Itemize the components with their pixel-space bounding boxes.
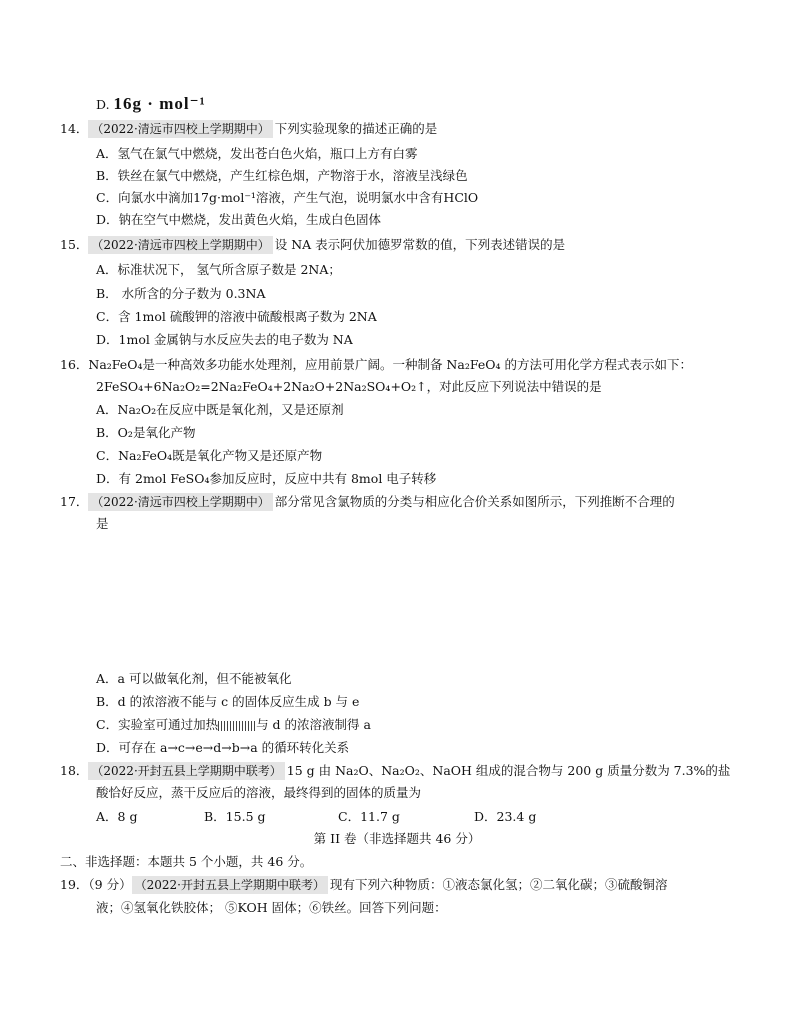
q15-option-a: A．标准状况下， 氢气所含原子数是 2NA；	[96, 262, 341, 277]
q18-option-c: C．11.7 g	[338, 809, 400, 824]
q15-option-b: B． 水所含的分子数为 0.3NA	[96, 286, 266, 301]
source-tag: （2022·清远市四校上学期期中）	[88, 236, 272, 254]
q14-option-c: C．向氯水中滴加17g·mol⁻¹溶液，产生气泡，说明氯水中含有HClO	[96, 190, 479, 205]
source-tag: （2022·清远市四校上学期期中）	[88, 120, 272, 138]
q19-stem-cont: 液；④氢氧化铁胶体； ⑤KOH 固体；⑥铁丝。回答下列问题：	[96, 900, 447, 915]
q18-stem-cont: 酸恰好反应，蒸干反应后的溶液，最终得到的固体的质量为	[96, 785, 422, 800]
q16-option-a: A．Na₂O₂在反应中既是氧化剂，又是还原剂	[96, 402, 344, 417]
option-value: 16g · mol⁻¹	[113, 94, 206, 113]
q14-stem: 14． （2022·清远市四校上学期期中） 下列实验现象的描述正确的是	[60, 121, 438, 136]
q18-option-b: B．15.5 g	[204, 809, 266, 824]
q16-option-c: C．Na₂FeO₄既是氧化产物又是还原产物	[96, 448, 323, 463]
q14-option-b: B．铁丝在氯气中燃烧，产生红棕色烟，产物溶于水，溶液呈浅绿色	[96, 168, 468, 183]
q14-option-d: D．钠在空气中燃烧，发出黄色火焰，生成白色固体	[96, 212, 382, 227]
q16-stem-line2: 2FeSO₄+6Na₂O₂=2Na₂FeO₄+2Na₂O+2Na₂SO₄+O₂↑，对此反应下列说法中错误的是	[96, 379, 602, 394]
option-label: D.	[96, 97, 110, 112]
source-tag: （2022·清远市四校上学期期中）	[88, 493, 272, 511]
q18-option-a: A．8 g	[96, 809, 138, 824]
q16-option-b: B．O₂是氧化产物	[96, 425, 196, 440]
q17-option-d: D．可存在 a→c→e→d→b→a 的循环转化关系	[96, 740, 350, 755]
q17-option-c: C．实验室可通过加热 与 d 的浓溶液制得 a	[96, 717, 371, 732]
q14-option-a: A．氢气在氯气中燃烧，发出苍白色火焰，瓶口上方有白雾	[96, 146, 418, 161]
source-tag: （2022·开封五县上学期期中联考）	[88, 762, 284, 780]
section-title: 第 II 卷（非选择题共 46 分）	[313, 831, 481, 846]
garbled-formula-image	[218, 721, 256, 731]
q17-stem: 17． （2022·清远市四校上学期期中） 部分常见含氯物质的分类与相应化合价关系如图所示，下列推断不合理的	[60, 494, 675, 509]
q16-option-d: D．有 2mol FeSO₄参加反应时，反应中共有 8mol 电子转移	[96, 471, 437, 486]
q15-option-c: C．含 1mol 硫酸钾的溶液中硫酸根离子数为 2NA	[96, 309, 377, 324]
section-heading: 二、非选择题：本题共 5 个小题，共 46 分。	[60, 854, 313, 869]
q17-stem-cont: 是	[96, 516, 109, 531]
q19-stem: 19．（9 分） （2022·开封五县上学期期中联考） 现有下列六种物质：①液态氯化氢；②二氧化碳；③硫酸铜溶	[60, 877, 668, 892]
q15-stem: 15． （2022·清远市四校上学期期中） 设 NA 表示阿伏加德罗常数的值，下列表述错误的是	[60, 237, 566, 252]
q16-stem-line1: 16．Na₂FeO₄是一种高效多功能水处理剂，应用前景广阔。一种制备 Na₂FeO₄ 的方法可用化学方程式表示如下：	[60, 357, 692, 372]
source-tag: （2022·开封五县上学期期中联考）	[132, 876, 328, 894]
q13-option-d	[96, 95, 206, 114]
q15-option-d: D．1mol 金属钠与水反应失去的电子数为 NA	[96, 332, 353, 347]
q18-option-d: D．23.4 g	[474, 809, 537, 824]
q18-stem: 18． （2022·开封五县上学期期中联考） 15 g 由 Na₂O、Na₂O₂、NaOH 组成的混合物与 200 g 质量分数为 7.3%的盐	[60, 763, 731, 778]
q17-option-a: A．a 可以做氧化剂，但不能被氧化	[96, 671, 292, 686]
q17-option-b: B．d 的浓溶液不能与 c 的固体反应生成 b 与 e	[96, 694, 360, 709]
